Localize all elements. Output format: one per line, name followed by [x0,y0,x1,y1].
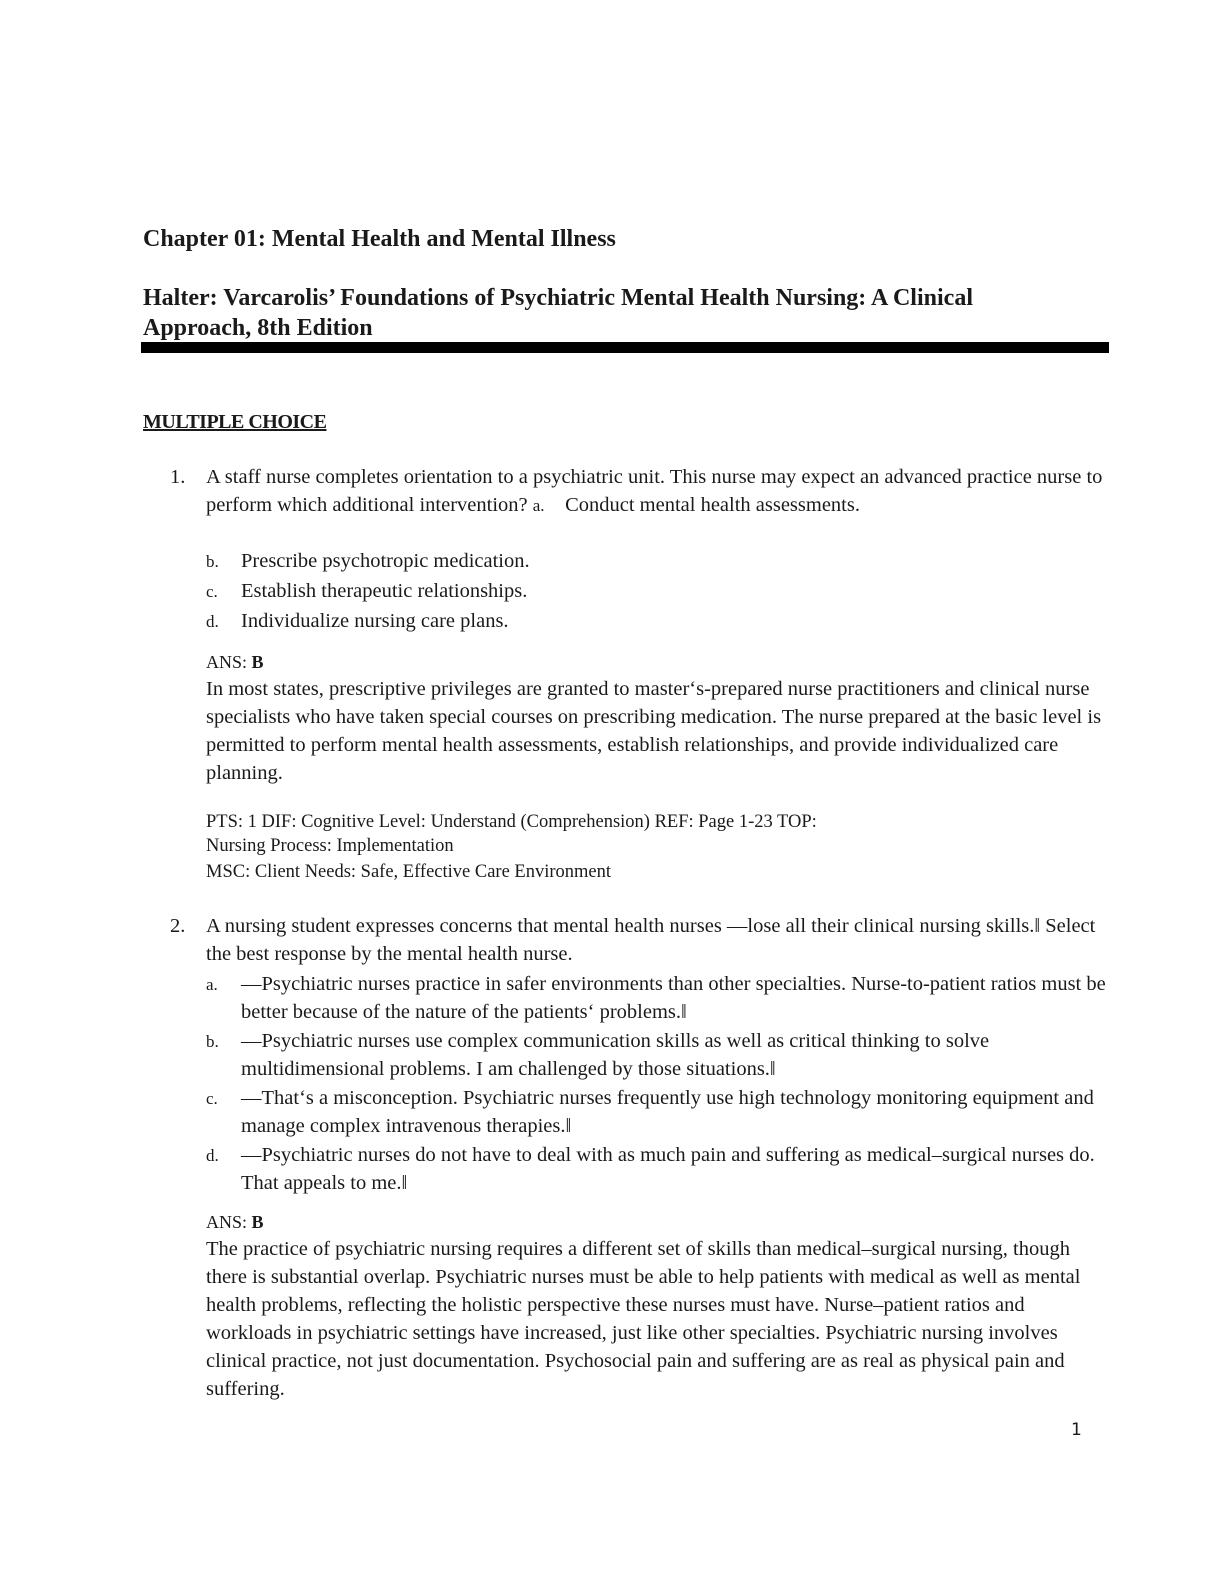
answer-label: ANS: [206,1212,248,1232]
option-text: ―That‘s a misconception. Psychiatric nurses frequently use high technology monitoring equipment and manage complex intravenous therapies.‖ [241,1087,1094,1137]
question-stem-text: A staff nurse completes orientation to a psychiatric unit. This nurse may expect an advanced practice nurse to perform which additional intervention? [206,466,1103,516]
page-number: 1 [1071,1420,1082,1440]
option-letter: c. [206,582,218,601]
option-letter: c. [206,1089,218,1108]
metadata-line: Nursing Process: Implementation [206,836,454,856]
option-letter: a. [532,496,545,515]
option-letter: a. [206,975,218,994]
option-text: Individualize nursing care plans. [241,610,509,632]
answer-value: B [251,652,264,672]
header-rule [141,342,1109,353]
metadata-line: MSC: Client Needs: Safe, Effective Care Environment [206,862,612,882]
question-number: 1. [170,466,186,488]
option-letter: b. [206,1032,219,1051]
answer-label: ANS: [206,652,248,672]
option-letter: d. [206,1146,219,1165]
option-text: ―Psychiatric nurses use complex communication skills as well as critical thinking to solve multidimensional problems. I am challenged by those situations.‖ [241,1030,990,1080]
book-title: Halter: Varcarolis’ Foundations of Psychiatric Mental Health Nursing: A Clinical Approach, 8th Edition [143,285,973,341]
section-heading: MULTIPLE CHOICE [143,411,327,433]
option-letter: b. [206,552,219,571]
option-text: ―Psychiatric nurses practice in safer environments than other specialties. Nurse-to-patient ratios must be better because of the nature of the patients‘ problems.‖ [241,973,1106,1023]
chapter-title: Chapter 01: Mental Health and Mental Illness [143,226,616,252]
question-number: 2. [170,915,186,937]
rationale-text: In most states, prescriptive privileges are granted to master‘s-prepared nurse practitioners and clinical nurse specialists who have taken special courses on prescribing medication. The nurse prepared at the basic level is permitted to perform mental health assessments, establish relationships, and provide individualized care planning. [206,678,1102,784]
option-text: ―Psychiatric nurses do not have to deal with as much pain and suffering as medical–surgical nurses do. That appeals to me.‖ [241,1144,1095,1194]
question-stem [206,463,1106,520]
rationale-text: The practice of psychiatric nursing requires a different set of skills than medical–surgical nursing, though there is substantial overlap. Psychiatric nurses must be able to help patients with medical as well as mental health problems, reflecting the holistic perspective these nurses must have. Nurse–patient ratios and workloads in psychiatric settings have increased, just like other specialties. Psychiatric nursing involves clinical practice, not just documentation. Psychosocial pain and suffering are as real as physical pain and suffering. [206,1238,1081,1400]
answer-value: B [251,1212,264,1232]
option-text: Conduct mental health assessments. [565,494,860,516]
option-text: Prescribe psychotropic medication. [241,550,530,572]
option-letter: d. [206,612,219,631]
answer-line [206,650,264,674]
answer-line [206,1210,264,1234]
question-stem: A nursing student expresses concerns that mental health nurses ―lose all their clinical nursing skills.‖ Select the best response by the mental health nurse. [206,915,1096,965]
option-text: Establish therapeutic relationships. [241,580,528,602]
metadata-line: PTS: 1 DIF: Cognitive Level: Understand (Comprehension) REF: Page 1-23 TOP: [206,812,817,832]
